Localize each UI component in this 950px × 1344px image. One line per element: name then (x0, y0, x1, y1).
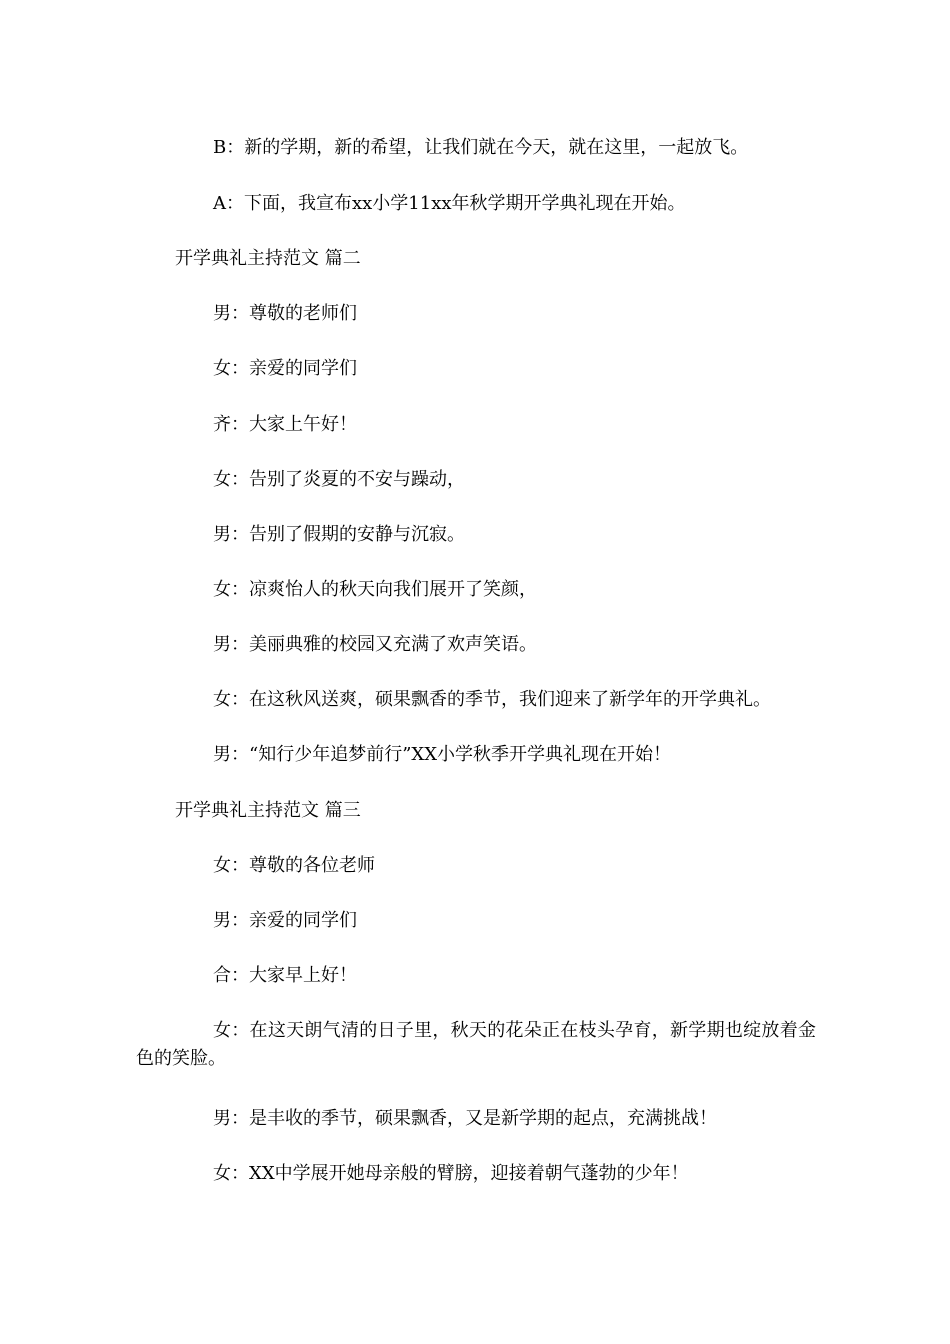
section2-line-1: 男：尊敬的老师们 (213, 303, 357, 324)
section2-line-7: 男：美丽典雅的校园又充满了欢声笑语。 (213, 634, 537, 655)
section3-line-1: 女：尊敬的各位老师 (213, 855, 375, 876)
paragraph-a-line: A：下面，我宣布xx小学11xx年秋学期开学典礼现在开始。 (213, 193, 686, 214)
section3-line-2: 男：亲爱的同学们 (213, 910, 357, 931)
section2-line-8: 女：在这秋风送爽，硕果飘香的季节，我们迎来了新学年的开学典礼。 (213, 689, 771, 710)
section3-line-3: 合：大家早上好！ (213, 965, 357, 986)
section-heading-3: 开学典礼主持范文 篇三 (175, 800, 361, 821)
section3-line-6: 女：XX中学展开她母亲般的臂膀，迎接着朝气蓬勃的少年！ (213, 1163, 689, 1184)
section2-line-6: 女：凉爽怡人的秋天向我们展开了笑颜， (213, 579, 537, 600)
section2-line-2: 女：亲爱的同学们 (213, 358, 357, 379)
section2-line-4: 女：告别了炎夏的不安与躁动， (213, 469, 465, 490)
section-heading-2: 开学典礼主持范文 篇二 (175, 248, 361, 269)
paragraph-b-line: B：新的学期，新的希望，让我们就在今天，就在这里，一起放飞。 (213, 137, 749, 158)
section2-line-5: 男：告别了假期的安静与沉寂。 (213, 524, 465, 545)
section2-line-9: 男：“知行少年追梦前行”XX小学秋季开学典礼现在开始！ (213, 744, 672, 765)
section3-line-5: 男：是丰收的季节，硕果飘香，又是新学期的起点，充满挑战！ (213, 1108, 717, 1129)
section2-line-3: 齐：大家上午好！ (213, 414, 357, 435)
section3-paragraph-4: 女：在这天朗气清的日子里，秋天的花朵正在枝头孕育，新学期也绽放着金色的笑脸。 (136, 1020, 816, 1069)
